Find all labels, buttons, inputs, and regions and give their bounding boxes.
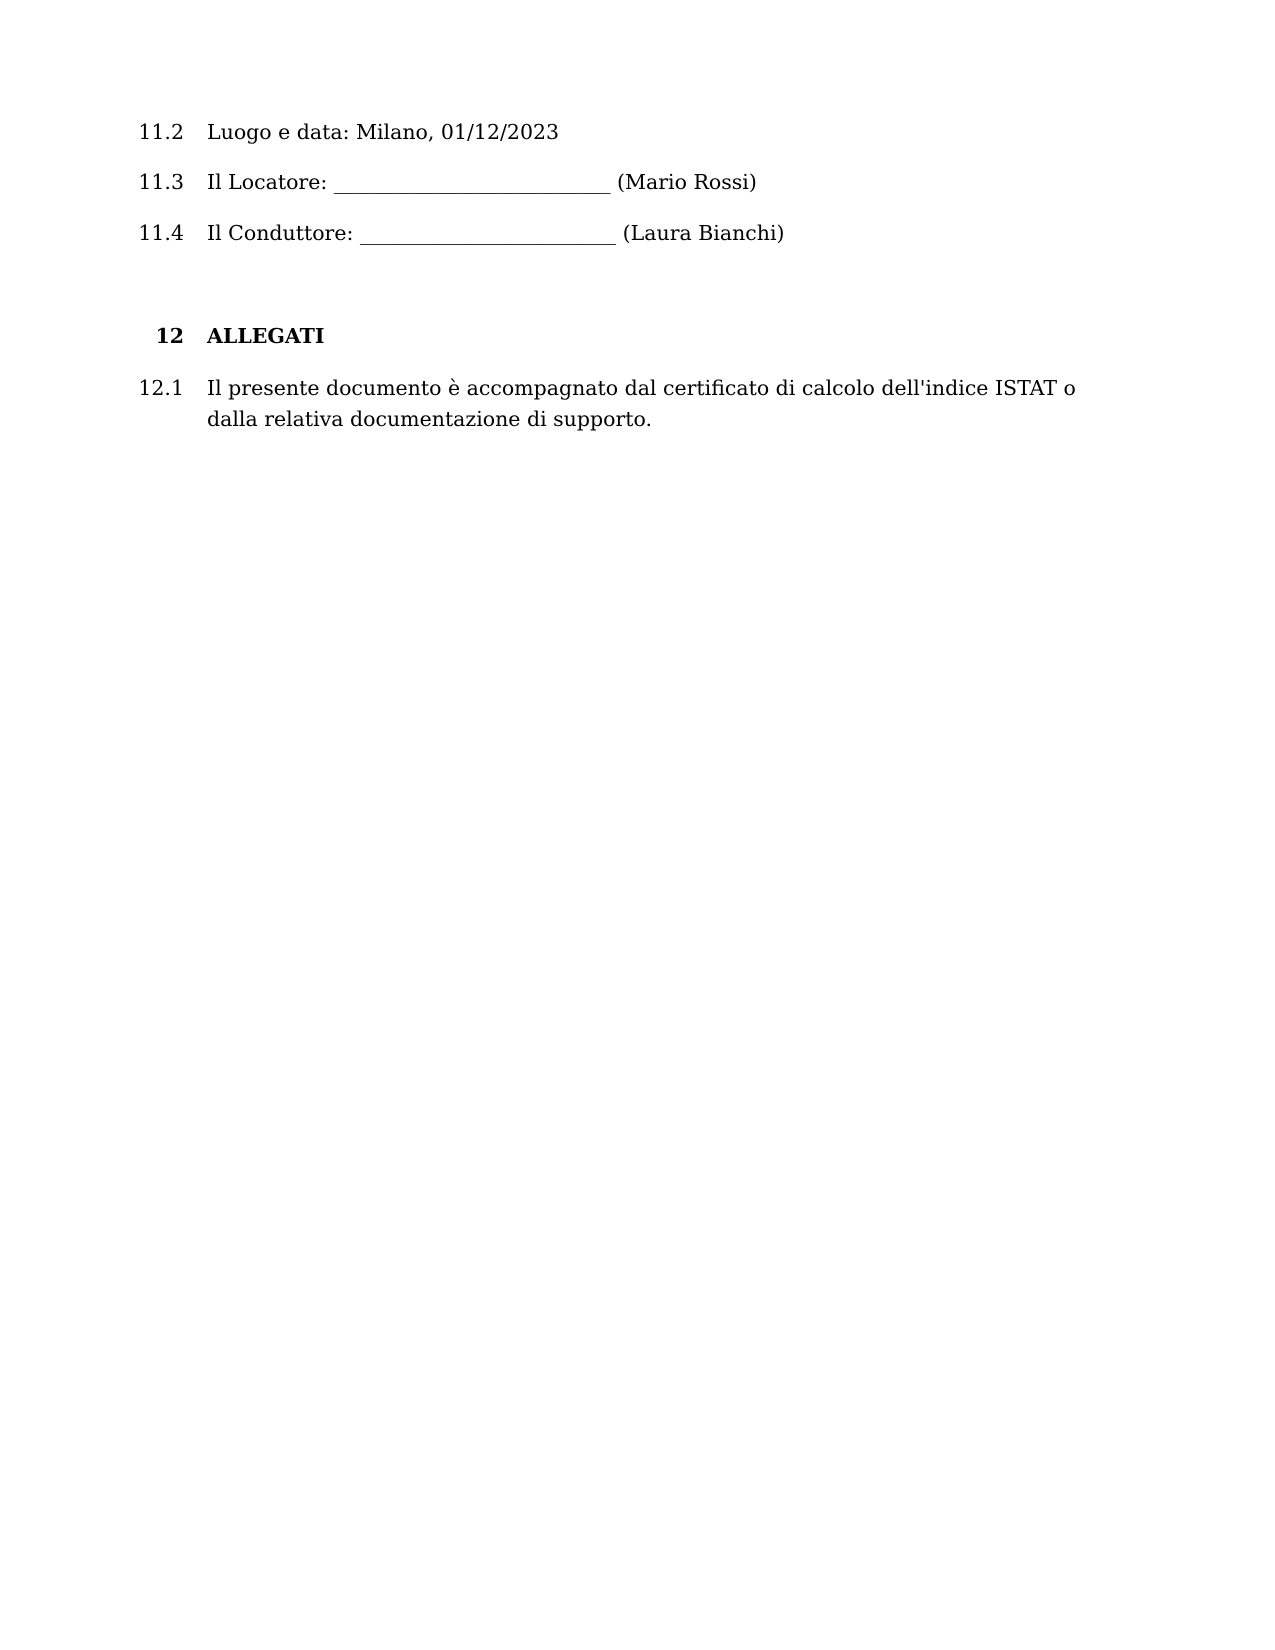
clause-number: 11.2 (138, 120, 184, 144)
clause-number: 11.3 (138, 170, 184, 194)
section-title: ALLEGATI (207, 324, 325, 348)
clause-text: Il Locatore: ___________________________ (Mario Rossi) (207, 170, 757, 194)
clause-text: Il Conduttore: _________________________ (Laura Bianchi) (207, 221, 785, 245)
clause-number: 12.1 (138, 376, 184, 400)
clause-number: 11.4 (138, 221, 184, 245)
clause-text: Luogo e data: Milano, 01/12/2023 (207, 120, 560, 144)
clause-text: Il presente documento è accompagnato dal certificato di calcolo dell'indice ISTAT o dalla relativa documentazione di supporto. (207, 376, 1076, 431)
section-number: 12 (155, 324, 184, 348)
